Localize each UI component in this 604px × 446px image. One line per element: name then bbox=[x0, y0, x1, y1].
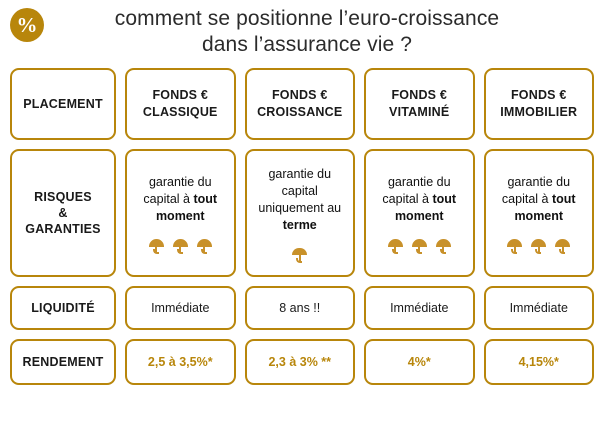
page-title bbox=[44, 6, 594, 58]
column-header-immobilier bbox=[484, 68, 595, 140]
guarantee-text-immobilier bbox=[490, 174, 589, 225]
liquidite-cell-croissance bbox=[245, 286, 356, 330]
umbrella-icon bbox=[292, 246, 307, 261]
umbrella-icon bbox=[436, 237, 451, 252]
guarantee-text-classique bbox=[131, 174, 230, 225]
rendement-cell-croissance bbox=[245, 339, 356, 385]
row-label-risques-line-1: RISQUES bbox=[34, 190, 92, 204]
row-label-risques-line-3: GARANTIES bbox=[25, 222, 101, 236]
column-header-vitamine bbox=[364, 68, 475, 140]
liquidite-value-croissance: 8 ans !! bbox=[279, 301, 321, 315]
rendement-value-vitamine: 4%* bbox=[407, 355, 431, 369]
liquidite-value-classique: Immédiate bbox=[151, 301, 210, 315]
rendement-value-immobilier: 4,15%* bbox=[518, 355, 559, 369]
rendement-cell-immobilier bbox=[484, 339, 595, 385]
umbrella-rating-classique bbox=[149, 237, 212, 252]
page-title-line-1: comment se positionne l’euro-croissance bbox=[114, 7, 500, 30]
liquidite-value-vitamine: Immédiate bbox=[390, 301, 449, 315]
column-header-classique bbox=[125, 68, 236, 140]
umbrella-icon bbox=[412, 237, 427, 252]
row-label-rendement: RENDEMENT bbox=[10, 339, 116, 385]
row-label-liquidite: LIQUIDITÉ bbox=[10, 286, 116, 330]
guarantee-text-immobilier-strong: tout moment bbox=[514, 192, 576, 223]
column-header-immobilier-line-2: IMMOBILIER bbox=[500, 105, 578, 119]
umbrella-icon bbox=[555, 237, 570, 252]
row-label-placement: PLACEMENT bbox=[10, 68, 116, 140]
table-row-risques bbox=[10, 149, 594, 277]
guarantee-text-classique-strong: tout moment bbox=[155, 192, 218, 223]
row-label-risques bbox=[10, 149, 116, 277]
rendement-cell-classique bbox=[125, 339, 236, 385]
umbrella-rating-croissance bbox=[292, 246, 307, 261]
column-header-croissance-line-1: FONDS € bbox=[271, 88, 328, 102]
table-row-liquidite bbox=[10, 286, 594, 330]
liquidite-cell-classique bbox=[125, 286, 236, 330]
guarantee-text-vitamine-pre: garantie du capital à bbox=[382, 175, 451, 206]
guarantee-text-vitamine-strong: tout moment bbox=[394, 192, 457, 223]
guarantee-cell-immobilier bbox=[484, 149, 595, 277]
liquidite-cell-immobilier bbox=[484, 286, 595, 330]
guarantee-cell-croissance bbox=[245, 149, 356, 277]
umbrella-icon bbox=[388, 237, 403, 252]
column-header-classique-line-1: FONDS € bbox=[152, 88, 209, 102]
liquidite-value-immobilier: Immédiate bbox=[509, 301, 568, 315]
guarantee-text-croissance-pre: garantie du capital uniquement au bbox=[258, 166, 342, 215]
guarantee-text-croissance bbox=[251, 166, 350, 234]
umbrella-icon bbox=[197, 237, 212, 252]
page-title-line-2: dans l’assurance vie ? bbox=[202, 33, 412, 56]
column-header-vitamine-line-2: VITAMINÉ bbox=[389, 105, 450, 119]
table-row-placement bbox=[10, 68, 594, 140]
umbrella-rating-vitamine bbox=[388, 237, 451, 252]
umbrella-icon bbox=[173, 237, 188, 252]
header bbox=[0, 0, 604, 58]
guarantee-text-croissance-strong: terme bbox=[282, 217, 317, 232]
rendement-value-classique: 2,5 à 3,5%* bbox=[147, 355, 213, 369]
rendement-cell-vitamine bbox=[364, 339, 475, 385]
column-header-croissance-line-2: CROISSANCE bbox=[257, 105, 343, 119]
column-header-classique-line-2: CLASSIQUE bbox=[142, 105, 218, 119]
guarantee-text-immobilier-pre: garantie du capital à bbox=[501, 175, 571, 206]
comparison-table bbox=[10, 68, 594, 394]
percent-icon: % bbox=[10, 8, 44, 42]
guarantee-text-classique-pre: garantie du capital à bbox=[143, 175, 212, 206]
column-header-croissance bbox=[245, 68, 356, 140]
rendement-value-croissance: 2,3 à 3% ** bbox=[268, 355, 332, 369]
liquidite-cell-vitamine bbox=[364, 286, 475, 330]
umbrella-rating-immobilier bbox=[507, 237, 570, 252]
umbrella-icon bbox=[149, 237, 164, 252]
column-header-vitamine-line-1: FONDS € bbox=[391, 88, 448, 102]
guarantee-cell-vitamine bbox=[364, 149, 475, 277]
row-label-risques-line-2: & bbox=[58, 206, 68, 220]
umbrella-icon bbox=[531, 237, 546, 252]
umbrella-icon bbox=[507, 237, 522, 252]
table-row-rendement bbox=[10, 339, 594, 385]
guarantee-text-vitamine bbox=[370, 174, 469, 225]
guarantee-cell-classique bbox=[125, 149, 236, 277]
column-header-immobilier-line-1: FONDS € bbox=[510, 88, 567, 102]
